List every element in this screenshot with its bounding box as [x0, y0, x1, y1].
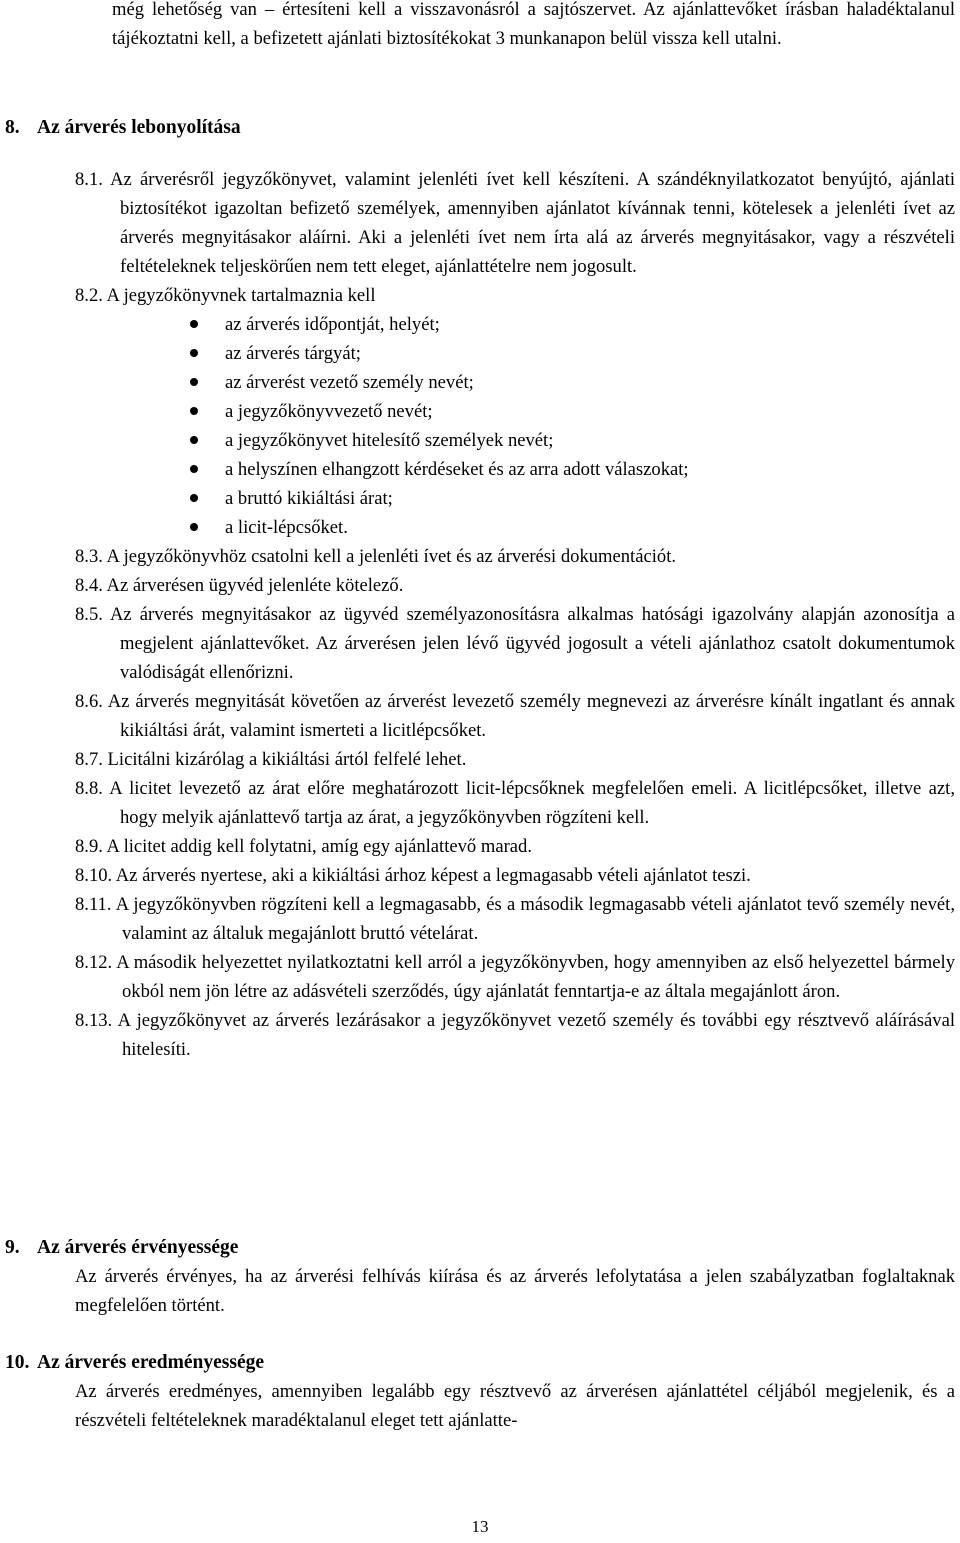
clause-8-3: 8.3. A jegyzőkönyvhöz csatolni kell a jelenléti ívet és az árverési dokumentációt. — [75, 546, 677, 567]
clause-8-8: 8.8. A licitet levezető az árat előre meghatározott licit-lépcsőknek megfelelően emeli. A licitlépcsőket, illetve azt, hogy melyik ajánlattevő tartja az árat, a jegyzőkönyvben rögzíteni kell. — [75, 778, 955, 828]
bullet-icon — [190, 407, 198, 415]
section-8-body — [75, 165, 955, 1064]
section-9-number: 9. — [5, 1237, 20, 1258]
page-number: 13 — [471, 1517, 489, 1536]
clause-8-2: 8.2. A jegyzőkönyvnek tartalmaznia kell — [75, 285, 376, 306]
clause-8-5: 8.5. Az árverés megnyitásakor az ügyvéd személyazonosításra alkalmas hatósági igazolvány alapján azonosítja a megjelent ajánlattevőket. Az árverésen jelen lévő ügyvéd jogosult a vételi ajánlathoz csatolt dokumentumok valódiságát ellenőrizni. — [75, 604, 955, 683]
section-10-heading — [5, 1348, 264, 1377]
clause-8-7: 8.7. Licitálni kizárólag a kikiáltási ártól felfelé lehet. — [75, 749, 467, 770]
list-item: a bruttó kikiáltási árat; — [75, 484, 955, 513]
clause-8-2-bullet-list — [75, 310, 955, 542]
list-item: az árverést vezető személy nevét; — [75, 368, 955, 397]
list-item: a jegyzőkönyvet hitelesítő személyek nevét; — [75, 426, 955, 455]
section-10-title: Az árverés eredményessége — [37, 1352, 265, 1373]
clause-8-10: 8.10. Az árverés nyertese, aki a kikiáltási árhoz képest a legmagasabb vételi ajánlatot teszi. — [75, 865, 751, 886]
bullet-icon — [190, 523, 198, 531]
clause-8-4: 8.4. Az árverésen ügyvéd jelenléte kötelező. — [75, 575, 404, 596]
clause-8-12: 8.12. A második helyezettet nyilatkoztatni kell arról a jegyzőkönyvben, hogy amennyiben az első helyezettel bármely okból nem jön létre az adásvételi szerződés, úgy ajánlatát fenntartja-e az általa megajánlott áron. — [75, 952, 955, 1002]
section-9-heading — [5, 1233, 238, 1262]
section-8-title: Az árverés lebonyolítása — [37, 117, 241, 138]
intro-paragraph: még lehetőség van – értesíteni kell a visszavonásról a sajtószervet. Az ajánlattevőket írásban haladéktalanul tájékoztatni kell, a befizetett ajánlati biztosítékokat 3 munkanapon belül vissza kell utalni. — [112, 0, 955, 49]
section-10-number: 10. — [5, 1352, 30, 1373]
clause-8-6: 8.6. Az árverés megnyitását követően az árverést levezető személy megnevezi az árverésre kínált ingatlant és annak kikiáltási árát, valamint ismerteti a licitlépcsőket. — [75, 691, 955, 741]
list-item: a helyszínen elhangzott kérdéseket és az arra adott válaszokat; — [75, 455, 955, 484]
list-item: az árverés időpontját, helyét; — [75, 310, 955, 339]
list-item: a jegyzőkönyvvezető nevét; — [75, 397, 955, 426]
section-10-text: Az árverés eredményes, amennyiben legalább egy résztvevő az árverésen ajánlattétel céljából megjelenik, és a részvételi feltételeknek maradéktalanul eleget tett ajánlatte- — [75, 1381, 955, 1431]
section-9-text: Az árverés érvényes, ha az árverési felhívás kiírása és az árverés lefolytatása a jelen szabályzatban foglaltaknak megfelelően történt. — [75, 1266, 955, 1316]
clause-8-13: 8.13. A jegyzőkönyvet az árverés lezárásakor a jegyzőkönyvet vezető személy és további egy résztvevő aláírásával hitelesíti. — [75, 1010, 955, 1060]
section-9-title: Az árverés érvényessége — [37, 1237, 239, 1258]
list-item: az árverés tárgyát; — [75, 339, 955, 368]
section-8-number: 8. — [5, 117, 20, 138]
clause-8-11: 8.11. A jegyzőkönyvben rögzíteni kell a legmagasabb, és a második legmagasabb vételi ajánlatot tevő személy nevét, valamint az általuk megajánlott bruttó vételárat. — [75, 894, 955, 944]
bullet-icon — [190, 378, 198, 386]
bullet-icon — [190, 494, 198, 502]
clause-8-1: 8.1. Az árverésről jegyzőkönyvet, valamint jelenléti ívet kell készíteni. A szándéknyilatkozatot benyújtó, ajánlati biztosítékot igazoltan befizető személyek, amennyiben ajánlatot kívánnak tenni, kötelesek a jelenléti ívet az árverés megnyitásakor aláírni. Aki a jelenléti ívet nem írta alá az árverés megnyitásakor, vagy a részvételi feltételeknek teljeskörűen nem tett eleget, ajánlattételre nem jogosult. — [75, 169, 955, 277]
clause-8-9: 8.9. A licitet addig kell folytatni, amíg egy ajánlattevő marad. — [75, 836, 532, 857]
bullet-icon — [190, 349, 198, 357]
section-8-heading — [5, 113, 241, 142]
list-item: a licit-lépcsőket. — [75, 513, 955, 542]
bullet-icon — [190, 320, 198, 328]
bullet-icon — [190, 436, 198, 444]
bullet-icon — [190, 465, 198, 473]
